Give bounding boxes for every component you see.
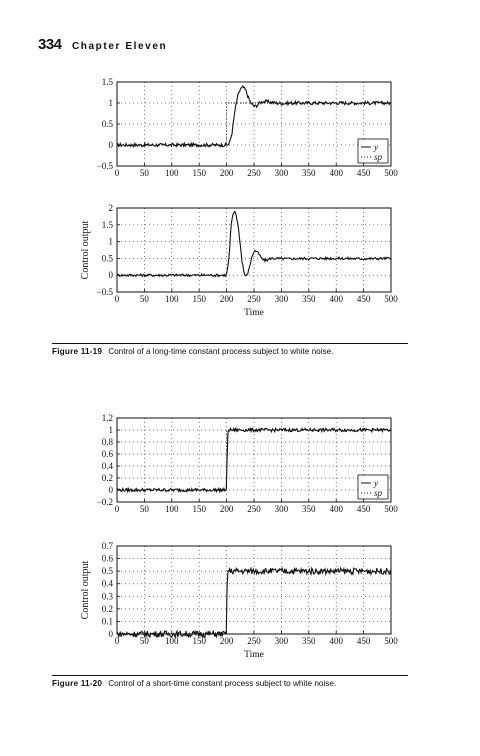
y-tick-label: 1.5 — [101, 77, 113, 87]
x-tick-label: 250 — [247, 504, 261, 514]
figure-11-19-caption — [52, 343, 408, 357]
y-tick-label: −0.5 — [96, 287, 113, 297]
x-tick-label: 200 — [219, 636, 234, 646]
y-tick-label: 0.4 — [101, 461, 113, 471]
x-tick-label: 0 — [114, 294, 120, 304]
caption-text: Control of a long-time constant process subject to white noise. — [108, 347, 334, 356]
x-tick-label: 150 — [192, 168, 206, 178]
y-tick-label: 0.6 — [101, 553, 113, 564]
y-tick-label: 1 — [108, 98, 113, 108]
y-tick-label: 1 — [108, 425, 113, 435]
x-tick-label: 0 — [114, 636, 120, 646]
y-tick-label: 1.2 — [101, 413, 113, 423]
fig20-control-output-plot — [0, 538, 480, 670]
legend — [358, 139, 388, 163]
y-tick-label: −0.5 — [96, 161, 113, 171]
y-tick-label: 0.3 — [101, 591, 113, 602]
x-tick-label: 350 — [302, 294, 316, 304]
x-tick-label: 400 — [329, 636, 343, 646]
figure-11-20-caption — [52, 675, 408, 689]
y-tick-label: 0.5 — [101, 253, 113, 264]
legend-label: y — [374, 142, 378, 152]
fig19-output-plot — [0, 74, 480, 184]
x-axis-label: Time — [244, 308, 264, 318]
y-tick-label: 0.2 — [101, 473, 113, 483]
page-header — [38, 36, 167, 54]
y-tick-label: 0 — [108, 485, 113, 495]
y-tick-label: 0.7 — [101, 541, 113, 551]
x-tick-label: 250 — [247, 636, 261, 646]
y-tick-label: 0.1 — [101, 616, 113, 627]
fig19-control-output-plot — [0, 200, 480, 336]
y-tick-label: 0 — [108, 140, 113, 150]
fig20-output-plot — [0, 410, 480, 524]
legend-label: sp — [374, 488, 383, 498]
x-tick-label: 100 — [165, 168, 179, 178]
x-tick-label: 200 — [219, 294, 234, 304]
x-tick-label: 400 — [329, 294, 343, 304]
x-tick-label: 350 — [302, 504, 316, 514]
x-tick-label: 300 — [274, 636, 289, 646]
x-tick-label: 450 — [356, 636, 371, 646]
x-tick-label: 50 — [139, 504, 149, 514]
x-tick-label: 50 — [139, 294, 149, 304]
legend-label: y — [374, 478, 378, 488]
figure-label: Figure 11-19 — [52, 347, 103, 356]
x-tick-label: 350 — [302, 168, 316, 178]
x-tick-label: 450 — [356, 168, 371, 178]
y-tick-label: 0 — [108, 629, 113, 639]
y-axis-label: Control output — [80, 560, 91, 620]
x-axis-label: Time — [244, 650, 264, 660]
y-tick-label: 0.2 — [101, 603, 113, 614]
x-tick-label: 250 — [247, 168, 261, 178]
x-tick-label: 250 — [247, 294, 261, 304]
x-tick-label: 450 — [356, 504, 371, 514]
x-tick-label: 350 — [302, 636, 316, 646]
y-tick-label: 1 — [108, 236, 113, 247]
figure-label: Figure 11-20 — [52, 679, 103, 688]
y-tick-label: 0 — [108, 270, 113, 281]
x-tick-label: 500 — [384, 504, 398, 514]
legend — [358, 475, 388, 499]
x-tick-label: 300 — [274, 168, 289, 178]
x-tick-label: 150 — [192, 636, 206, 646]
y-tick-label: 1.5 — [101, 219, 113, 230]
x-tick-label: 450 — [356, 294, 371, 304]
x-tick-label: 500 — [384, 294, 398, 304]
x-tick-label: 50 — [139, 168, 149, 178]
y-axis-label: Control output — [80, 220, 91, 280]
y-tick-label: 0.8 — [101, 437, 113, 447]
y-tick-label: −0.2 — [96, 497, 113, 507]
x-tick-label: 400 — [329, 504, 343, 514]
x-tick-label: 400 — [329, 168, 343, 178]
series-line-y — [117, 86, 391, 147]
y-tick-label: 0.4 — [101, 578, 113, 589]
y-tick-label: 0.5 — [101, 566, 113, 577]
x-tick-label: 150 — [192, 294, 206, 304]
chapter-title: Chapter Eleven — [71, 41, 168, 52]
x-tick-label: 100 — [165, 294, 179, 304]
legend-box — [358, 139, 388, 163]
x-tick-label: 300 — [274, 504, 289, 514]
legend-label: sp — [374, 152, 383, 162]
legend-box — [358, 475, 388, 499]
x-tick-label: 100 — [165, 636, 179, 646]
x-tick-label: 150 — [192, 504, 206, 514]
x-tick-label: 200 — [219, 168, 234, 178]
x-tick-label: 0 — [114, 504, 120, 514]
x-tick-label: 100 — [165, 504, 179, 514]
x-tick-label: 500 — [384, 168, 398, 178]
y-tick-label: 0.6 — [101, 449, 113, 459]
y-tick-label: 2 — [108, 203, 113, 213]
page-number: 334 — [38, 36, 62, 53]
x-tick-label: 300 — [274, 294, 289, 304]
caption-text: Control of a short-time constant process subject to white noise. — [108, 679, 337, 688]
y-tick-label: 0.5 — [101, 119, 113, 129]
x-tick-label: 200 — [219, 504, 234, 514]
x-tick-label: 0 — [114, 168, 120, 178]
x-tick-label: 500 — [384, 636, 398, 646]
x-tick-label: 50 — [139, 636, 149, 646]
